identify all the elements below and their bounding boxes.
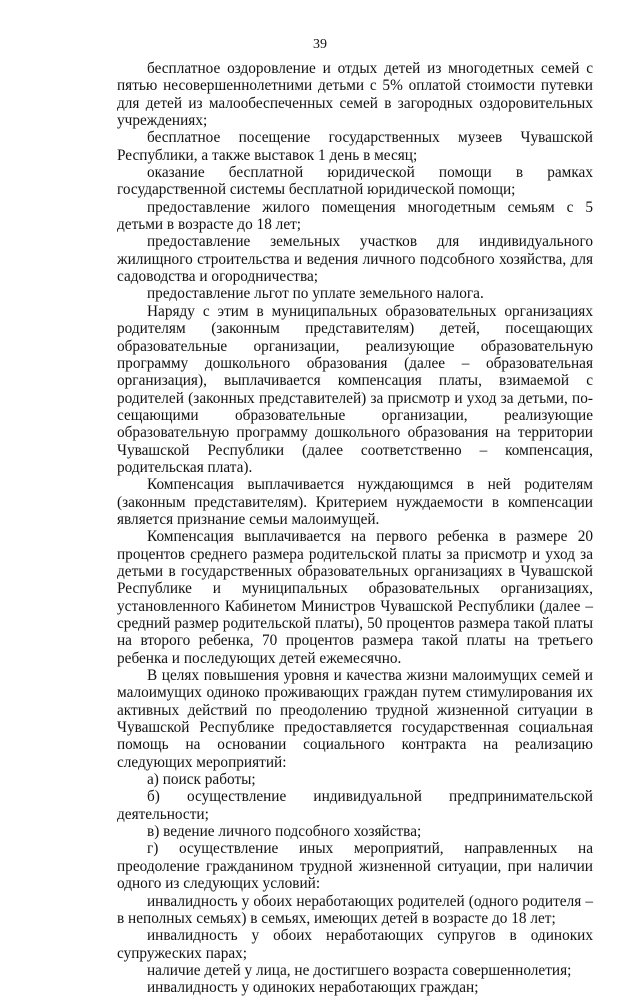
list-item: б) осуществление индивидуальной предпринимательской деятельности; (117, 788, 593, 823)
list-item: а) поиск работы; (147, 771, 256, 789)
paragraph: оказание бесплатной юридической помощи в рамках государственной системы бесплатной юридической помощи; (117, 164, 593, 199)
paragraph: Компенсация выплачивается нуждающимся в ней родителям (законным представителям). Критерием нуждаемости в компенсации является признание семьи малоимущей. (117, 476, 593, 528)
condition-item: инвалидность у обоих неработающих родителей (одного родителя – в неполных семьях) в семьях, имеющих детей в возрасте до 18 лет; (117, 892, 593, 927)
list-item: в) ведение личного подсобного хозяйства; (147, 823, 422, 841)
paragraph: бесплатное посещение государственных музеев Чувашской Республики, а также выставок 1 день в месяц; (117, 129, 593, 164)
page-number: 39 (313, 37, 327, 52)
paragraph: предоставление льгот по уплате земельного налога. (147, 285, 484, 303)
list-item: г) осуществление иных мероприятий, направленных на преодоление гражданином трудной жизненной ситуации, при наличии одного из следующих условий: (117, 840, 593, 893)
paragraph: предоставление жилого помещения многодетным семьям с 5 детьми в возрасте до 18 лет; (117, 198, 593, 234)
condition-item: инвалидность у обоих неработающих супругов в одиноких супружеских парах; (117, 927, 593, 962)
paragraph: предоставление земельных участков для индивидуального жилищного строительства и ведения личного подсобного хозяйства, для садоводства и огородничества; (117, 233, 593, 286)
condition-item: наличие детей у лица, не достигшего возраста совершеннолетия; (147, 961, 572, 979)
paragraph: Компенсация выплачивается на первого ребенка в размере 20 процентов среднего размера родительской платы за присмотр и уход за детьми в государственных образовательных организациях в Чувашской Республике и муниципальных образовательных организациях, установленного Кабинетом Министров Чувашской Республики (далее – средний размер родительской платы), 50 процентов размера такой платы на второго ребенка, 70 процентов размера такой платы на третьего ребенка и последующих детей ежемесячно. (117, 528, 593, 667)
condition-item: инвалидность у одиноких неработающих граждан; (147, 979, 479, 997)
paragraph: В целях повышения уровня и качества жизни малоимущих семей и малоимущих одиноко проживающих граждан путем стимулирования их активных действий по преодолению трудной жизненной ситуации в Чувашской Республике предоставляется государственная социальная помощь на основании социального контракта на реализацию следующих мероприятий: (117, 667, 593, 771)
document-body (117, 60, 593, 997)
paragraph: Наряду с этим в муниципальных образовательных организациях родителям (законным представителям) детей, посещающих образовательные организации, реализующие образовательную программу дошкольного образования (далее – образовательная организация), выплачивается компенсация платы, взимаемой с родителей (законных представителей) за присмотр и уход за детьми, посещающими образовательные организации, реализующие образовательную программу дошкольного образования на территории Чувашской Республики (далее соответственно – компенсация, родительская плата). (117, 302, 593, 476)
paragraph: бесплатное оздоровление и отдых детей из многодетных семей с пятью несовершеннолетними детьми с 5% оплатой стоимости путевки для детей из малообеспеченных семей в загородных оздоровительных учреждениях; (117, 60, 593, 130)
